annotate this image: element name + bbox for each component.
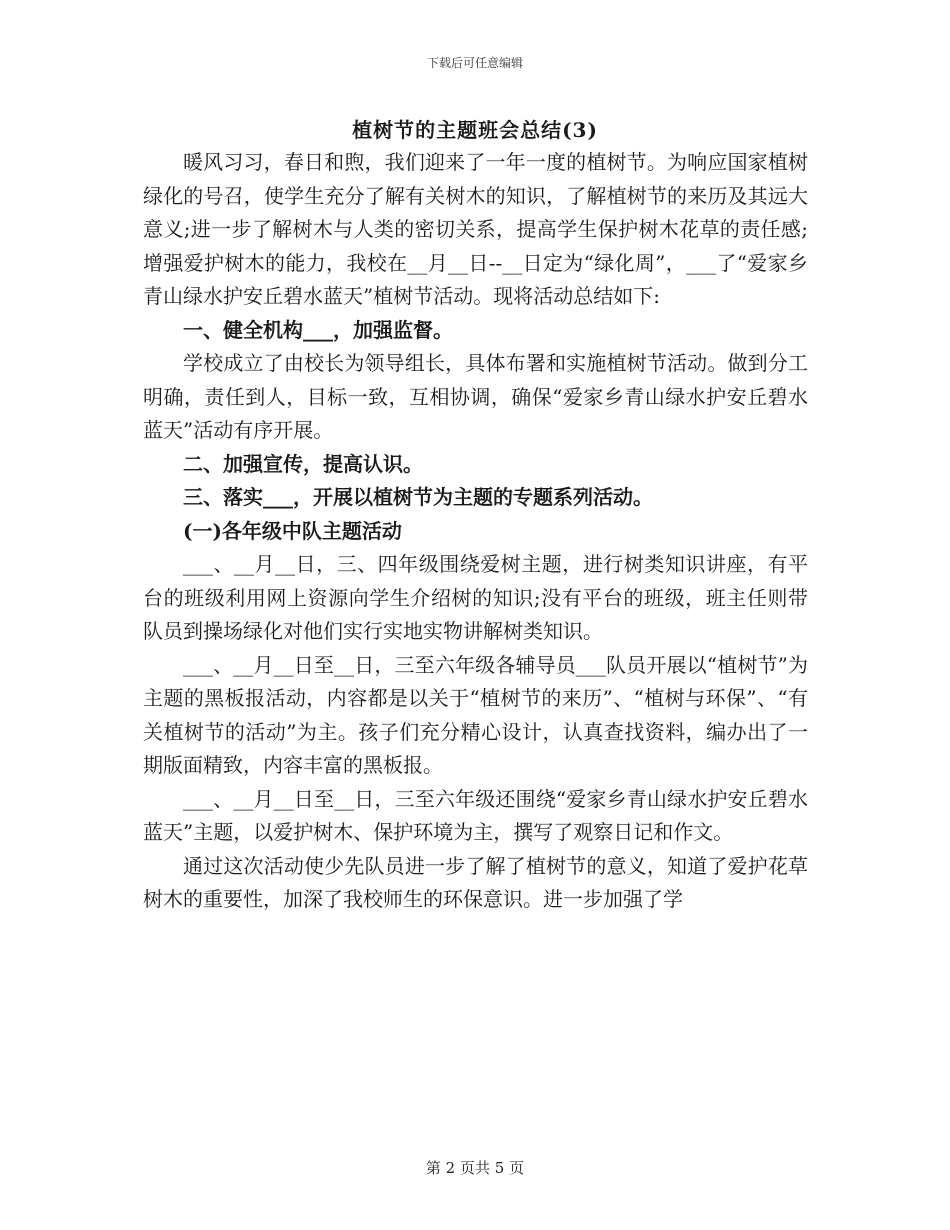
section-heading-2: 二、加强宣传，提高认识。 bbox=[183, 451, 423, 476]
activity-paragraph-2: ___、__月__日至__日，三至六年级各辅导员___队员开展以“植树节”为主题的黑板报活动，内容都是以关于“植树节的来历”、“植树与环保”、“有关植树节的活动”为主。孩子们充分精心设计，认真查找资料，编办出了一期版面精致，内容丰富的黑板报。 bbox=[143, 652, 808, 777]
section-1-paragraph: 学校成立了由校长为领导组长，具体布署和实施植树节活动。做到分工明确，责任到人，目标一致，互相协调，确保“爱家乡青山绿水护安丘碧水蓝天”活动有序开展。 bbox=[143, 351, 808, 442]
subsection-heading-1: (一)各年级中队主题活动 bbox=[183, 518, 402, 543]
document-body bbox=[143, 146, 808, 917]
section-heading-1: 一、健全机构___，加强监督。 bbox=[183, 317, 453, 342]
activity-paragraph-3: ___、__月__日至__日，三至六年级还围绕“爱家乡青山绿水护安丘碧水蓝天”主题，以爱护树木、保护环境为主，撰写了观察日记和作文。 bbox=[143, 786, 808, 844]
header-note: 下载后可任意编辑 bbox=[426, 56, 523, 70]
document-title: 植树节的主题班会总结(3) bbox=[352, 118, 598, 142]
activity-paragraph-1: ___、__月__日，三、四年级围绕爱树主题，进行树类知识讲座，有平台的班级利用网上资源向学生介绍树的知识;没有平台的班级，班主任则带队员到操场绿化对他们实行实地实物讲解树类知识。 bbox=[143, 552, 808, 643]
section-heading-3: 三、落实___，开展以植树节为主题的专题系列活动。 bbox=[183, 485, 653, 509]
intro-paragraph: 暖风习习，春日和煦，我们迎来了一年一度的植树节。为响应国家植树绿化的号召，使学生充分了解有关树木的知识，了解植树节的来历及其远大意义;进一步了解树木与人类的密切关系，提高学生保护树木花草的责任感;增强爱护树木的能力，我校在__月__日--__日定为“绿化周”，___了“爱家乡青山绿水护安丘碧水蓝天”植树节活动。现将活动总结如下: bbox=[143, 150, 808, 308]
conclusion-paragraph: 通过这次活动使少先队员进一步了解了植树节的意义，知道了爱护花草树木的重要性，加深了我校师生的环保意识。进一步加强了学 bbox=[143, 853, 808, 911]
page-footer: 第 2 页共 5 页 bbox=[425, 1159, 525, 1177]
